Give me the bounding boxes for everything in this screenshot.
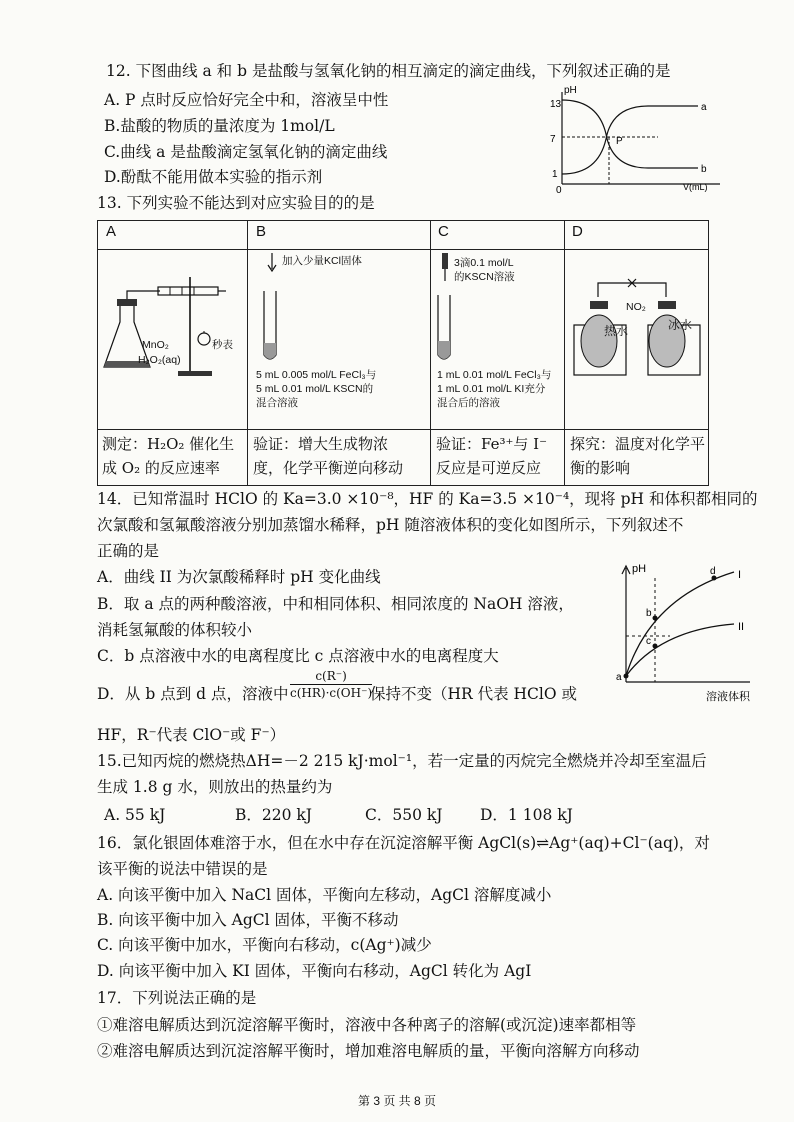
cap-d-2: 衡的影响 [570,459,631,477]
dilution-xlabel: 溶液体积 [706,691,750,703]
titration-y-bottom: 1 [552,169,558,180]
cap-d-1: 探究：温度对化学平 [570,435,706,453]
apparatus-a [100,277,245,387]
q15-option-a: A. 55 kJ [104,806,166,824]
q14-fraction [290,668,372,701]
titration-xlabel: V(mL) [683,182,708,192]
dilution-point-a: a [616,672,622,683]
dilution-ylabel: pH [632,563,647,575]
q16-line-2: 该平衡的说法中错误的是 [97,860,268,878]
titration-graph [548,84,728,196]
q15-option-c: C．550 kJ [365,806,443,824]
q12-option-c: C.曲线 a 是盐酸滴定氢氧化钠的滴定曲线 [104,143,388,161]
apparatus-b-label-2: 5 mL 0.01 mol/L KSCN的 [256,383,374,395]
apparatus-b-label-3: 混合溶液 [256,397,298,409]
titration-curve-b: b [701,164,707,175]
apparatus-a-mno2: MnO₂ [142,339,169,351]
q14-option-b-2: 消耗氢氟酸的体积较小 [97,621,253,639]
q12-option-b: B.盐酸的物质的量浓度为 1mol/L [104,117,335,135]
apparatus-d-ice: 冰水 [668,318,693,332]
cap-a-2: 成 O₂ 的反应速率 [102,459,220,477]
dilution-point-d: d [710,566,716,577]
apparatus-c-label-2: 1 mL 0.01 mol/L KI充分 [437,383,546,395]
cap-b-1: 验证：增大生成物浓 [253,435,389,453]
apparatus-c-top-2: 的KSCN溶液 [454,271,515,283]
dilution-point-b: b [646,608,652,619]
dilution-curve-ii: II [738,621,745,633]
apparatus-b-top-label: 加入少量KCl固体 [282,255,362,267]
titration-ylabel: pH [564,85,577,96]
q14-option-d-2: 保持不变（HR 代表 HClO 或 [370,685,578,703]
apparatus-b-label-1: 5 mL 0.005 mol/L FeCl₃与 [256,369,377,381]
apparatus-c-label-1: 1 mL 0.01 mol/L FeCl₃与 [437,369,552,381]
cap-b-2: 度，化学平衡逆向移动 [253,459,404,477]
q16-line-1: 16．氯化银固体难溶于水，但在水中存在沉淀溶解平衡 AgCl(s)⇌Ag⁺(aq)+Cl⁻(aq)，对 [97,834,710,852]
q15-option-b: B．220 kJ [235,806,313,824]
titration-origin: 0 [556,185,562,196]
q14-option-d-3: HF，R⁻代表 ClO⁻或 F⁻） [97,726,286,744]
apparatus-a-timer: 秒表 [212,339,233,351]
titration-y-mid: 7 [550,134,556,145]
q14-fraction-num: c(R⁻) [290,668,372,685]
q13-header-c: C [438,223,449,240]
q12-option-d: D.酚酞不能用做本实验的指示剂 [104,168,323,186]
q16-option-b: B. 向该平衡中加入 AgCl 固体，平衡不移动 [97,911,399,929]
q17-statement-2: ②难溶电解质达到沉淀溶解平衡时，增加难溶电解质的量，平衡向溶解方向移动 [97,1042,640,1060]
q14-fraction-den: c(HR)·c(OH⁻) [290,686,373,700]
q14-line-1: 14．已知常温时 HClO 的 Ka=3.0 ×10⁻⁸，HF 的 Ka=3.5 ×10⁻⁴，现将 pH 和体积都相同的 [97,490,758,508]
apparatus-d-no2: NO₂ [626,301,646,313]
q16-option-d: D. 向该平衡中加入 KI 固体，平衡向右移动，AgCl 转化为 AgI [97,962,532,980]
titration-point-p: P [616,136,623,147]
titration-y-top: 13 [550,99,562,110]
q17-statement-1: ①难溶电解质达到沉淀溶解平衡时，溶液中各种离子的溶解(或沉淀)速率都相等 [97,1016,637,1034]
cap-c-1: 验证：Fe³⁺与 I⁻ [436,435,548,453]
apparatus-b [248,251,428,369]
q13-table [97,220,709,486]
q14-option-a: A．曲线 II 为次氯酸稀释时 pH 变化曲线 [97,568,381,586]
apparatus-a-h2o2: H₂O₂(aq) [138,354,181,366]
q12-stem: 12. 下图曲线 a 和 b 是盐酸与氢氧化钠的相互滴定的滴定曲线，下列叙述正确的是 [106,62,671,80]
q14-option-d-1: D．从 b 点到 d 点，溶液中 [97,685,289,703]
q15-line-1: 15.已知丙烷的燃烧热ΔH=－2 215 kJ·mol⁻¹，若一定量的丙烷完全燃烧并冷却至室温后 [97,752,707,770]
dilution-curve-i: I [738,569,742,581]
q13-header-b: B [256,223,267,240]
q15-line-2: 生成 1.8 g 水，则放出的热量约为 [97,778,333,796]
dilution-graph [610,558,760,704]
cap-a-1: 测定：H₂O₂ 催化生 [102,435,235,453]
q14-option-b-1: B．取 a 点的两种酸溶液，中和相同体积、相同浓度的 NaOH 溶液， [97,595,574,613]
q15-option-d: D．1 108 kJ [480,806,573,824]
q17-stem: 17．下列说法正确的是 [97,989,257,1007]
q14-option-c: C．b 点溶液中水的电离程度比 c 点溶液中水的电离程度大 [97,647,499,665]
q12-option-a: A. P 点时反应恰好完全中和，溶液呈中性 [104,91,389,109]
apparatus-c-label-3: 混合后的溶液 [437,397,500,409]
q13-header-a: A [106,223,117,240]
q16-option-a: A. 向该平衡中加入 NaCl 固体，平衡向左移动，AgCl 溶解度减小 [97,886,552,904]
dilution-point-c: c [646,636,651,647]
q16-option-c: C. 向该平衡中加水，平衡向右移动，c(Ag⁺)减少 [97,936,432,954]
q13-header-d: D [572,223,583,240]
q14-line-2: 次氯酸和氢氟酸溶液分别加蒸馏水稀释，pH 随溶液体积的变化如图所示，下列叙述不 [97,516,684,534]
apparatus-d-hot: 热水 [604,324,629,338]
page-footer: 第 3 页 共 8 页 [357,1094,437,1108]
apparatus-c-top-1: 3滴0.1 mol/L [454,257,514,269]
q14-line-3: 正确的是 [97,542,160,560]
q13-stem: 13. 下列实验不能达到对应实验目的的是 [97,194,375,212]
cap-c-2: 反应是可逆反应 [436,459,542,477]
titration-curve-a: a [701,102,707,113]
